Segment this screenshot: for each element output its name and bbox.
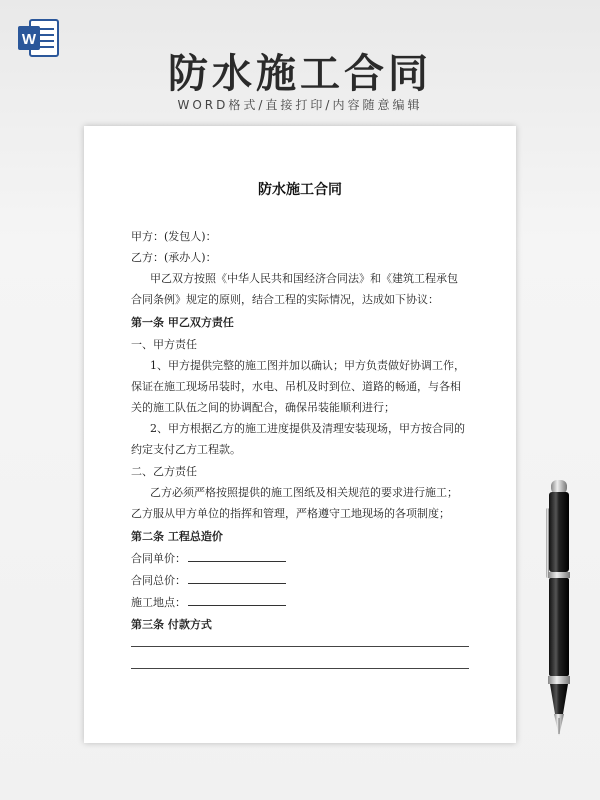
- clause-a1-line-2: 保证在施工现场吊装时，水电、吊机及时到位、道路的畅通，与各相: [131, 380, 461, 393]
- fountain-pen-icon: [535, 478, 583, 740]
- article-3-heading: 第三条 付款方式: [131, 618, 212, 631]
- party-b-line: 乙方：(承办人)：: [131, 251, 217, 264]
- unit-price-label: 合同单价：: [131, 552, 186, 565]
- intro-line-1: 甲乙双方按照《中华人民共和国经济合同法》和《建筑工程承包: [150, 272, 458, 285]
- clause-a1-line-3: 关的施工队伍之间的协调配合，确保吊装能顺利进行；: [131, 401, 395, 414]
- word-logo-letter: W: [21, 31, 37, 48]
- unit-price-blank: [188, 551, 286, 562]
- site-blank: [188, 595, 286, 606]
- document-page: [84, 126, 516, 743]
- clause-a2-line-2: 约定支付乙方工程款。: [131, 443, 241, 456]
- article-2-heading: 第二条 工程总造价: [131, 530, 223, 543]
- clause-b-line-1: 乙方必须严格按照提供的施工图纸及相关规范的要求进行施工；: [150, 486, 458, 499]
- intro-line-2: 合同条例》规定的原则，结合工程的实际情况，达成如下协议：: [131, 293, 439, 306]
- party-a-line: 甲方：(发包人)：: [131, 230, 217, 243]
- clause-b-line-2: 乙方服从甲方单位的指挥和管理，严格遵守工地现场的各项制度；: [131, 507, 450, 520]
- site-label: 施工地点：: [131, 596, 186, 609]
- total-price-label: 合同总价：: [131, 574, 186, 587]
- section-a-heading: 一、甲方责任: [131, 338, 197, 351]
- document-title: 防水施工合同: [258, 182, 342, 198]
- site-row: [131, 594, 286, 610]
- total-price-blank: [188, 573, 286, 584]
- section-b-heading: 二、乙方责任: [131, 465, 197, 478]
- clause-a2-line-1: 2、甲方根据乙方的施工进度提供及清理安装现场，甲方按合同的: [150, 422, 465, 435]
- unit-price-row: [131, 550, 286, 566]
- payment-blank-line-1: [131, 646, 469, 647]
- total-price-row: [131, 572, 286, 588]
- banner-title: 防水施工合同: [168, 51, 432, 97]
- article-1-heading: 第一条 甲乙双方责任: [131, 316, 234, 329]
- banner-subtitle: WORD格式/直接打印/内容随意编辑: [177, 98, 423, 112]
- clause-a1-line-1: 1、甲方提供完整的施工图并加以确认；甲方负责做好协调工作，: [150, 359, 465, 372]
- payment-blank-line-2: [131, 668, 469, 669]
